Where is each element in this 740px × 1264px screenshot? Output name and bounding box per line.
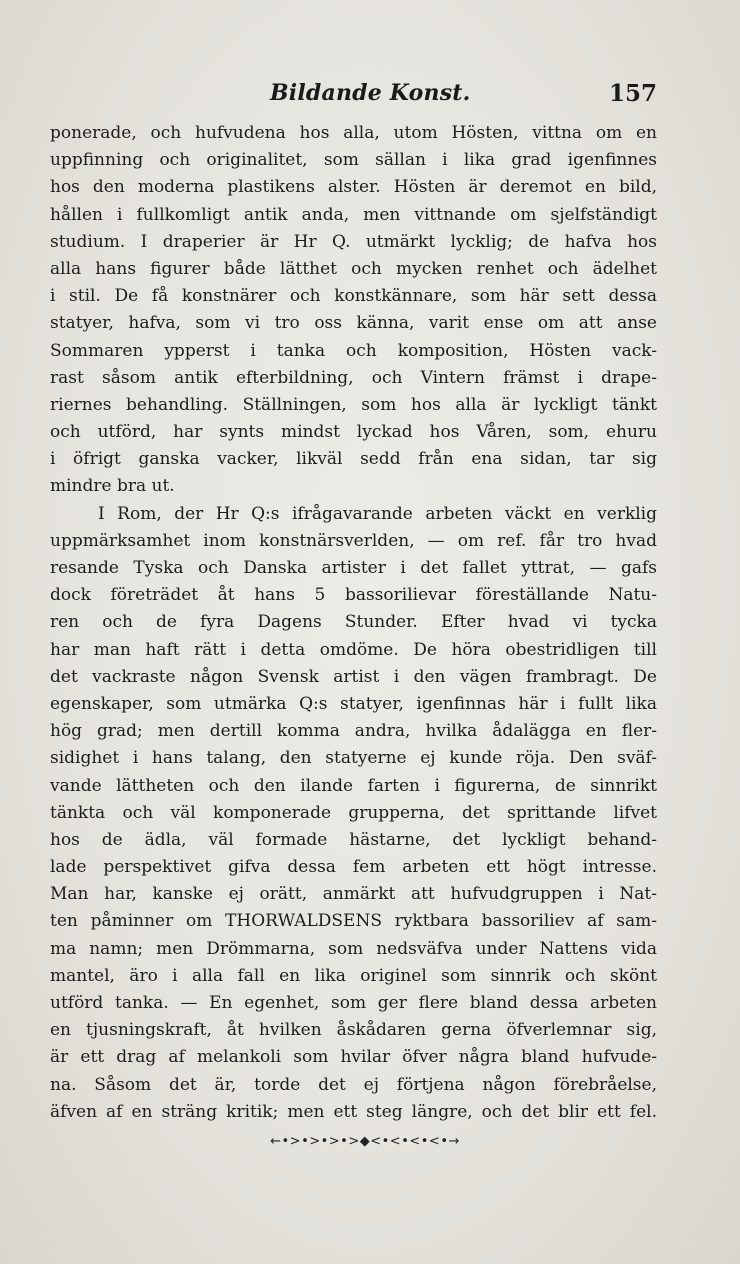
text-line: hög grad; men dertill komma andra, hvilka ådalägga en fler-	[50, 721, 657, 742]
text-line: ten påminner om THORWALDSENS ryktbara bassoriliev af sam-	[50, 911, 657, 932]
text-line: egenskaper, som utmärka Q:s statyer, igenfinnas här i fullt lika	[50, 693, 657, 714]
running-title: Bildande Konst.	[270, 80, 471, 106]
text-line: uppmärksamhet inom konstnärsverlden, — om ref. får tro hvad	[50, 530, 657, 551]
text-line: na. Såsom det är, torde det ej förtjena någon förebråelse,	[50, 1074, 657, 1095]
text-line: Man har, kanske ej orätt, anmärkt att hufvudgruppen i Nat-	[50, 884, 657, 905]
text-line: riernes behandling. Ställningen, som hos alla är lyckligt tänkt	[50, 394, 657, 415]
text-line: har man haft rätt i detta omdöme. De höra obestridligen till	[50, 639, 657, 660]
text-line: i öfrigt ganska vacker, likväl sedd från ena sidan, tar sig	[50, 449, 657, 470]
paragraph-start-line: I Rom, der Hr Q:s ifrågavarande arbeten väckt en verklig	[98, 503, 657, 524]
text-line: äfven af en sträng kritik; men ett steg längre, och det blir ett fel.	[50, 1101, 657, 1122]
text-line: en tjusningskraft, åt hvilken åskådaren gerna öfverlemnar sig,	[50, 1020, 657, 1041]
text-line: mantel, äro i alla fall en lika originel som sinnrik och skönt	[50, 965, 657, 986]
text-line: uppfinning och originalitet, som sällan i lika grad igenfinnes	[50, 150, 657, 171]
text-line: rast såsom antik efterbildning, och Vintern främst i drape-	[50, 367, 657, 388]
text-line: ponerade, och hufvudena hos alla, utom Hösten, vittna om en	[50, 123, 657, 143]
text-line: resande Tyska och Danska artister i det fallet yttrat, — gafs	[50, 558, 657, 578]
text-line: alla hans figurer både lätthet och mycken renhet och ädelhet	[50, 258, 657, 279]
text-line: ma namn; men Drömmarna, som nedsväfva under Nattens vida	[50, 938, 657, 959]
text-line: lade perspektivet gifva dessa fem arbeten ett högt intresse.	[50, 857, 657, 878]
body-text	[50, 120, 657, 1126]
text-line: det vackraste någon Svensk artist i den vägen frambragt. De	[50, 666, 657, 687]
text-line: hos de ädla, väl formade hästarne, det lyckligt behand-	[50, 829, 657, 850]
text-line: är ett drag af melankoli som hvilar öfver några bland hufvude-	[50, 1047, 657, 1068]
text-line: Sommaren ypperst i tanka och komposition, Hösten vack-	[50, 340, 657, 361]
text-line: dock företrädet åt hans 5 bassorilievar föreställande Natu-	[50, 585, 657, 606]
text-line: hållen i fullkomligt antik anda, men vittnande om sjelfständigt	[50, 204, 657, 225]
text-line: vande lättheten och den ilande farten i figurerna, de sinnrikt	[50, 775, 657, 796]
page-header	[50, 80, 657, 112]
text-line: i stil. De få konstnärer och konstkännare, som här sett dessa	[50, 286, 657, 307]
text-line: hos den moderna plastikens alster. Hösten är deremot en bild,	[50, 177, 657, 198]
text-line: ren och de fyra Dagens Stunder. Efter hvad vi tycka	[50, 612, 657, 633]
text-line: studium. I draperier är Hr Q. utmärkt lycklig; de hafva hos	[50, 231, 657, 252]
text-line: och utförd, har synts mindst lyckad hos Våren, som, ehuru	[50, 422, 657, 443]
text-line: utförd tanka. — En egenhet, som ger flere bland dessa arbeten	[50, 993, 657, 1013]
text-line: statyer, hafva, som vi tro oss känna, varit ense om att anse	[50, 313, 657, 334]
paragraph-end-line: mindre bra ut.	[50, 476, 175, 497]
page-number: 157	[608, 80, 657, 107]
text-line: sidighet i hans talang, den statyerne ej kunde röja. Den sväf-	[50, 748, 657, 769]
end-ornament: ←•>•>•>•>◆<•<•<•<•→	[270, 1134, 460, 1149]
text-line: tänkta och väl komponerade grupperna, det sprittande lifvet	[50, 802, 657, 823]
